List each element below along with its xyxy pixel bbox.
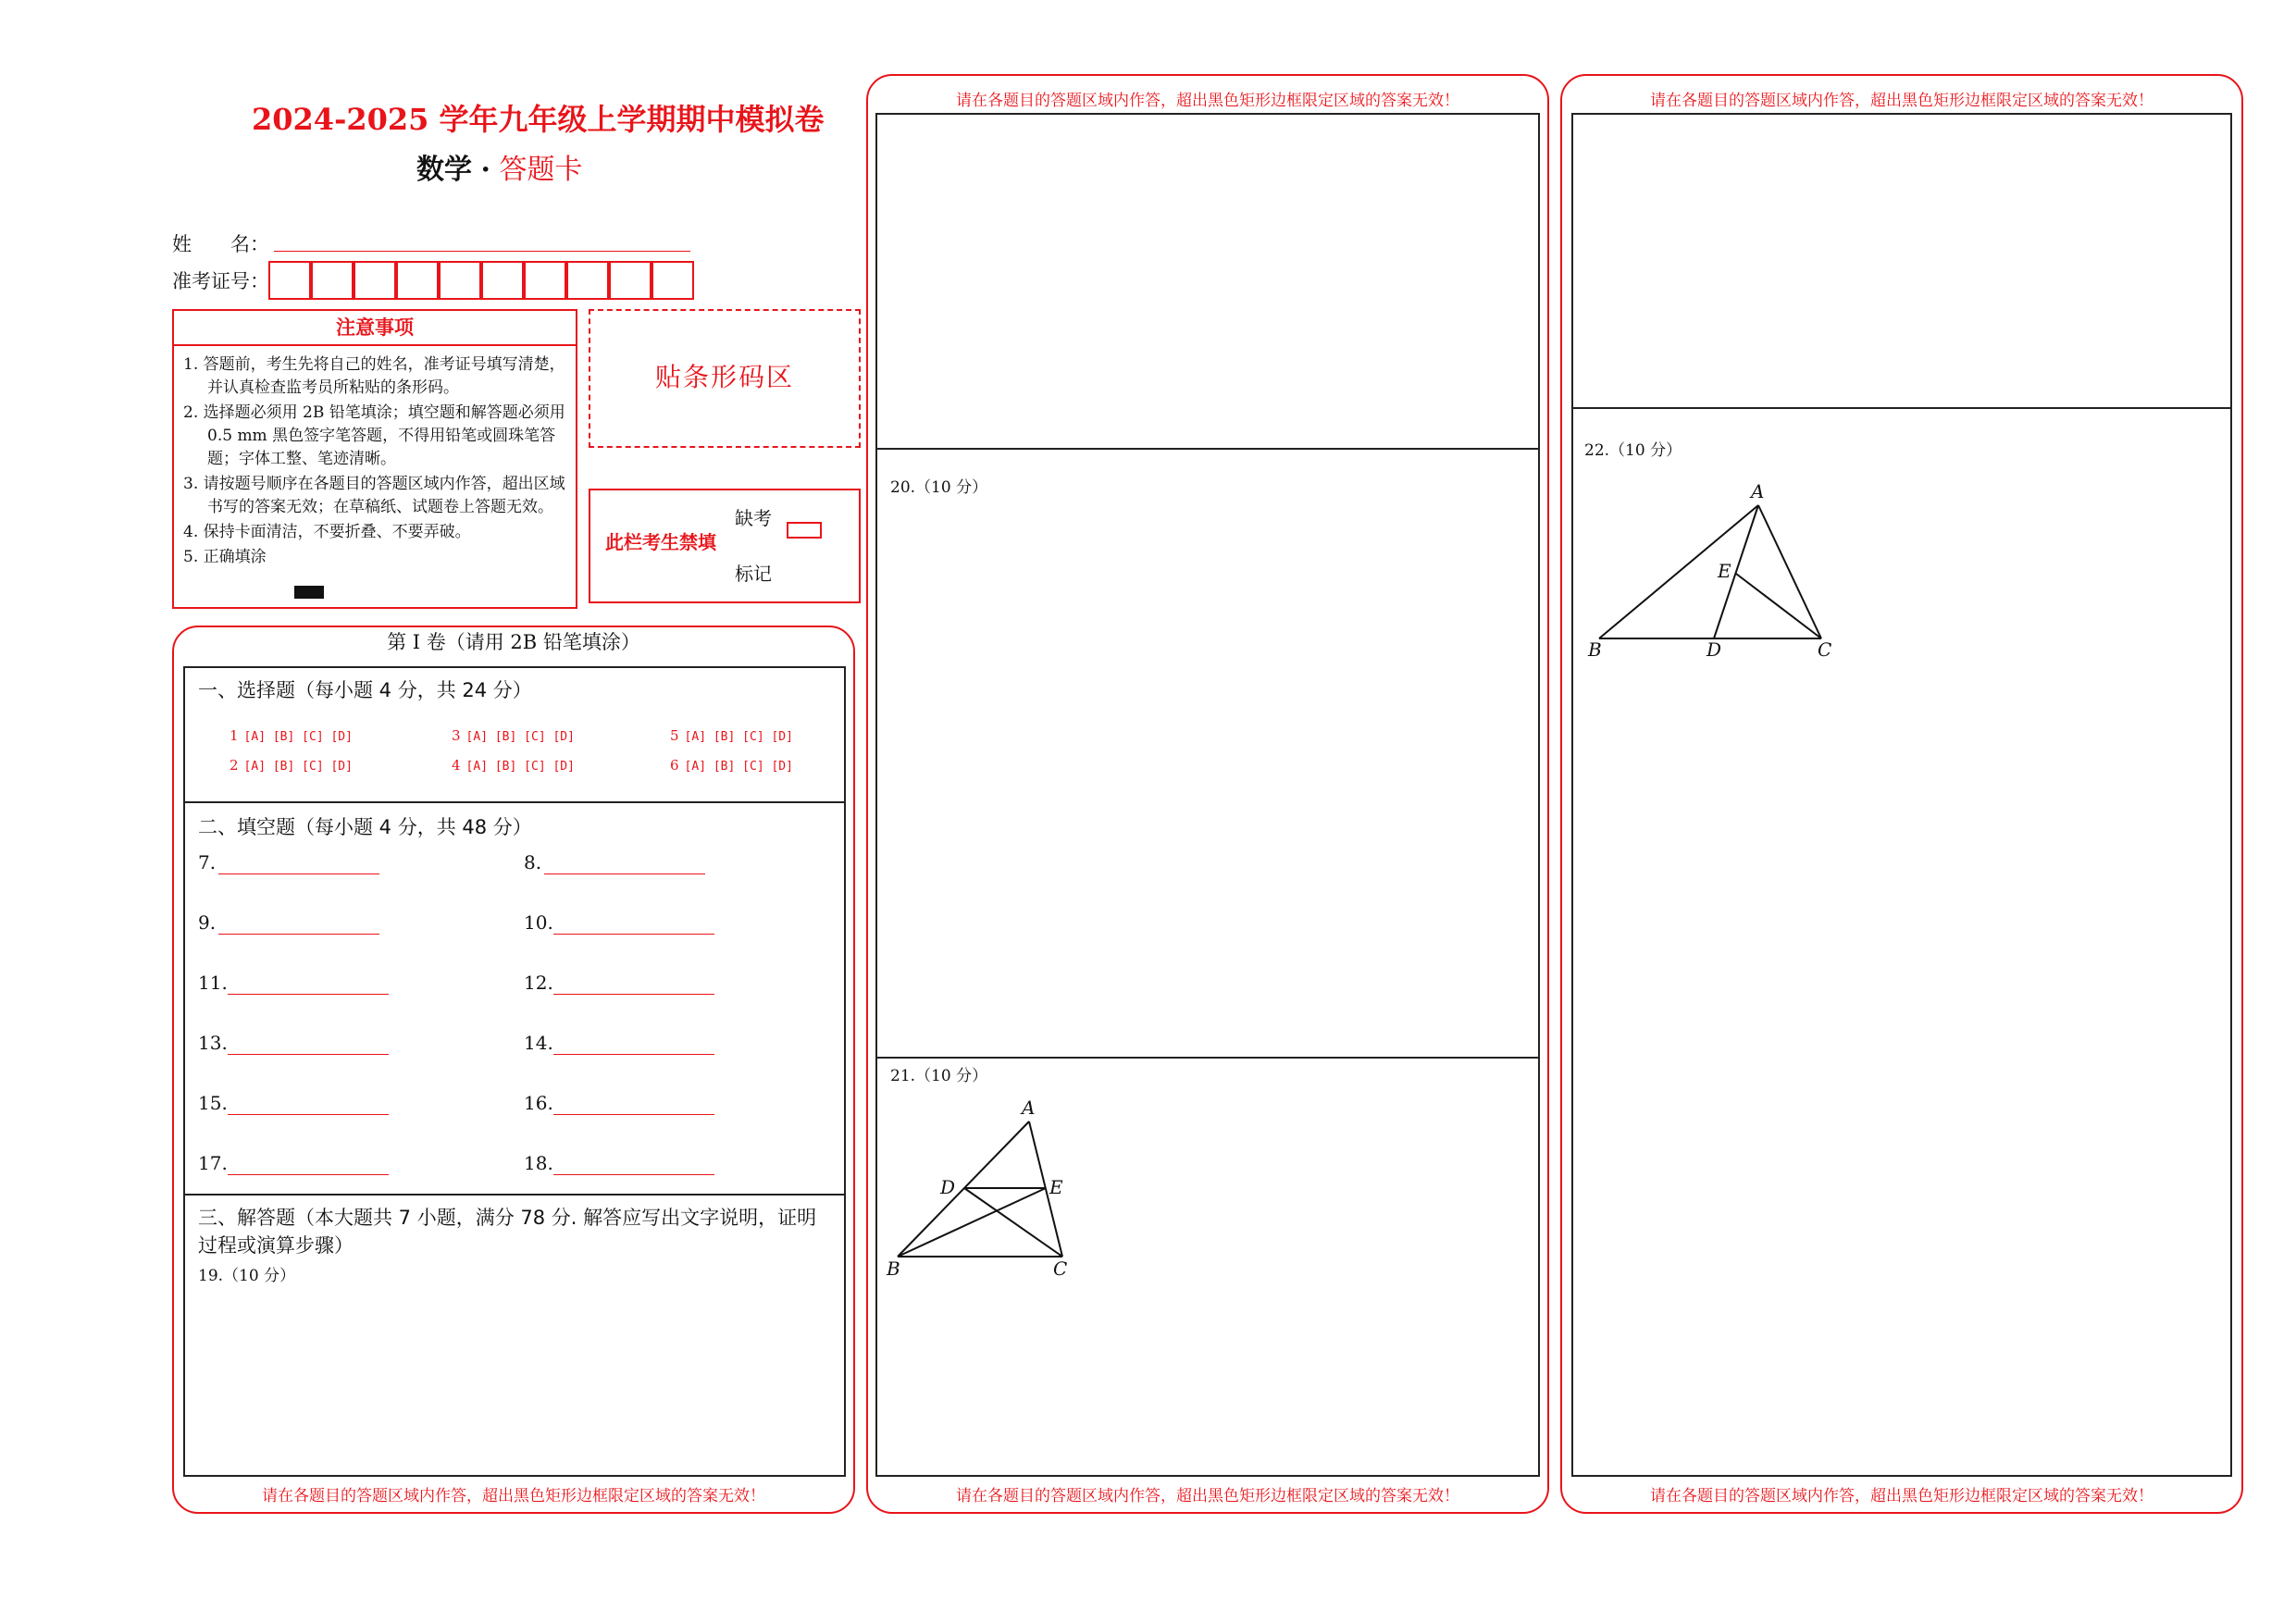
notice-title: 注意事项 (336, 316, 414, 339)
fill-answer-line[interactable] (228, 1114, 389, 1115)
q21-label-a: A (1022, 1096, 1036, 1119)
notice-box (172, 344, 577, 609)
fill-number: 15. (198, 1092, 228, 1114)
answer-area-q21-cont[interactable] (1571, 113, 2232, 409)
fill-answer-line[interactable] (553, 934, 714, 935)
q22-segment-ec (1736, 574, 1821, 638)
divider-fill-answer (183, 1194, 846, 1196)
choice-options[interactable]: [A] [B] [C] [D] (465, 760, 575, 774)
q22-label-e: E (1718, 560, 1731, 582)
choice-number: 6 (670, 757, 679, 774)
exam-id-cell[interactable] (396, 261, 439, 300)
answer-card-label: 答题卡 (499, 154, 583, 186)
q21-triangle-figure (879, 1092, 1083, 1277)
exam-id-cell[interactable] (652, 261, 694, 300)
choice-item[interactable] (452, 727, 575, 744)
fill-grid (198, 851, 837, 1184)
forbidden-label: 此栏考生禁填 (605, 531, 716, 553)
answer-area-q20[interactable] (875, 448, 1540, 1059)
fill-number: 8. (524, 851, 542, 873)
fill-number: 11. (198, 972, 228, 994)
choice-number: 1 (230, 727, 239, 744)
choice-item[interactable] (670, 757, 793, 774)
correct-fill-sample (294, 586, 324, 599)
choice-grid (230, 727, 822, 779)
fill-answer-line[interactable] (553, 994, 714, 995)
choice-item[interactable] (670, 727, 793, 744)
mark-label: 标记 (735, 563, 772, 585)
card-subtitle (416, 146, 583, 187)
warning-panel-3-top: 请在各题目的答题区域内作答，超出黑色矩形边框限定区域的答案无效！ (1650, 92, 2153, 110)
q20-label: 20.（10 分） (890, 478, 988, 497)
exam-id-cell[interactable] (481, 261, 524, 300)
exam-id-cell[interactable] (566, 261, 609, 300)
q22-label-b: B (1588, 638, 1602, 661)
divider-choice-fill (183, 801, 846, 803)
q22-triangle-figure (1579, 477, 1847, 663)
warning-panel-3-bottom: 请在各题目的答题区域内作答，超出黑色矩形边框限定区域的答案无效！ (1650, 1487, 2153, 1505)
fill-number: 12. (524, 972, 553, 994)
fill-number: 9. (198, 911, 217, 934)
choice-options[interactable]: [A] [B] [C] [D] (684, 730, 793, 744)
notice-item: 1. 答题前，考生先将自己的姓名，准考证号填写清楚，并认真检查监考员所粘贴的条形码。 (183, 355, 565, 397)
fill-number: 13. (198, 1032, 228, 1054)
fill-section-title: 二、填空题（每小题 4 分，共 48 分） (198, 816, 532, 838)
choice-item[interactable] (230, 727, 353, 744)
exam-title: 2024-2025 学年九年级上学期期中模拟卷 (252, 102, 825, 137)
warning-panel-2-top: 请在各题目的答题区域内作答，超出黑色矩形边框限定区域的答案无效！ (956, 92, 1459, 110)
absent-label: 缺考 (735, 507, 772, 529)
fill-number: 7. (198, 851, 217, 873)
fill-answer-line[interactable] (228, 1054, 389, 1055)
q22-edge-ab (1599, 505, 1758, 638)
fill-answer-line[interactable] (544, 873, 705, 874)
notice-item: 4. 保持卡面清洁，不要折叠、不要弄破。 (183, 523, 471, 541)
q21-label-b: B (887, 1258, 900, 1277)
fill-answer-line[interactable] (228, 1174, 389, 1175)
fill-number: 14. (524, 1032, 553, 1054)
choice-options[interactable]: [A] [B] [C] [D] (465, 730, 575, 744)
q21-label-d: D (940, 1176, 956, 1198)
part1-title: 第 I 卷（请用 2B 铅笔填涂） (387, 631, 640, 653)
choice-options[interactable]: [A] [B] [C] [D] (243, 760, 353, 774)
warning-panel-2-bottom: 请在各题目的答题区域内作答，超出黑色矩形边框限定区域的答案无效！ (956, 1487, 1459, 1505)
exam-id-cell[interactable] (268, 261, 311, 300)
q22-label-c: C (1818, 638, 1832, 661)
notice-item: 3. 请按题号顺序在各题目的答题区域内作答，超出区域书写的答案无效；在草稿纸、试题卷上答题无效。 (183, 475, 565, 516)
barcode-label: 贴条形码区 (654, 362, 794, 392)
fill-number: 16. (524, 1092, 553, 1114)
exam-id-boxes[interactable] (268, 261, 694, 300)
q22-label-a: A (1751, 480, 1765, 502)
fill-answer-line[interactable] (553, 1114, 714, 1115)
absent-mark-box (589, 489, 861, 603)
name-label: 姓 名： (172, 233, 269, 255)
choice-number: 5 (670, 727, 679, 744)
fill-answer-line[interactable] (553, 1054, 714, 1055)
notice-list (174, 346, 576, 569)
choice-item[interactable] (452, 757, 575, 774)
q22-label: 22.（10 分） (1584, 441, 1682, 460)
exam-id-cell[interactable] (354, 261, 396, 300)
answer-section-title-2: 过程或演算步骤） (198, 1234, 354, 1257)
name-input-line[interactable] (274, 231, 690, 252)
q21-label-c: C (1053, 1258, 1068, 1277)
choice-number: 2 (230, 757, 239, 774)
answer-section-title-1: 三、解答题（本大题共 7 小题，满分 78 分. 解答应写出文字说明，证明 (198, 1207, 817, 1229)
fill-number: 10. (524, 911, 553, 934)
notice-item: 2. 选择题必须用 2B 铅笔填涂；填空题和解答题必须用 0.5 mm 黑色签字笔答题，不得用铅笔或圆珠笔答题；字体工整、笔迹清晰。 (183, 403, 565, 468)
notice-header (172, 309, 577, 346)
choice-options[interactable]: [A] [B] [C] [D] (243, 730, 353, 744)
fill-answer-line[interactable] (228, 994, 389, 995)
q19-label: 19.（10 分） (198, 1267, 296, 1285)
notice-item: 5. 正确填涂 (183, 548, 267, 566)
choice-section-title: 一、选择题（每小题 4 分，共 24 分） (198, 679, 532, 701)
exam-id-cell[interactable] (524, 261, 566, 300)
absent-checkbox[interactable] (787, 522, 822, 539)
exam-id-cell[interactable] (311, 261, 354, 300)
choice-options[interactable]: [A] [B] [C] [D] (684, 760, 793, 774)
answer-area-q19-cont[interactable] (875, 113, 1540, 450)
q22-edge-ac (1758, 505, 1821, 638)
exam-id-label: 准考证号： (172, 270, 269, 292)
fill-answer-line[interactable] (218, 873, 379, 874)
choice-item[interactable] (230, 757, 353, 774)
q21-segment-be (898, 1188, 1046, 1257)
warning-panel-1: 请在各题目的答题区域内作答，超出黑色矩形边框限定区域的答案无效！ (262, 1487, 765, 1505)
barcode-area (589, 309, 861, 448)
q22-label-d: D (1706, 638, 1722, 661)
choice-number: 4 (452, 757, 461, 774)
subject-label: 数学 (416, 154, 472, 186)
q21-label: 21.（10 分） (890, 1067, 988, 1085)
exam-id-cell[interactable] (439, 261, 481, 300)
choice-number: 3 (452, 727, 461, 744)
exam-id-cell[interactable] (609, 261, 652, 300)
fill-number: 17. (198, 1152, 228, 1174)
fill-answer-line[interactable] (218, 934, 379, 935)
fill-number: 18. (524, 1152, 553, 1174)
q21-label-e: E (1049, 1176, 1063, 1198)
fill-answer-line[interactable] (553, 1174, 714, 1175)
subtitle-dot: · (480, 154, 490, 186)
